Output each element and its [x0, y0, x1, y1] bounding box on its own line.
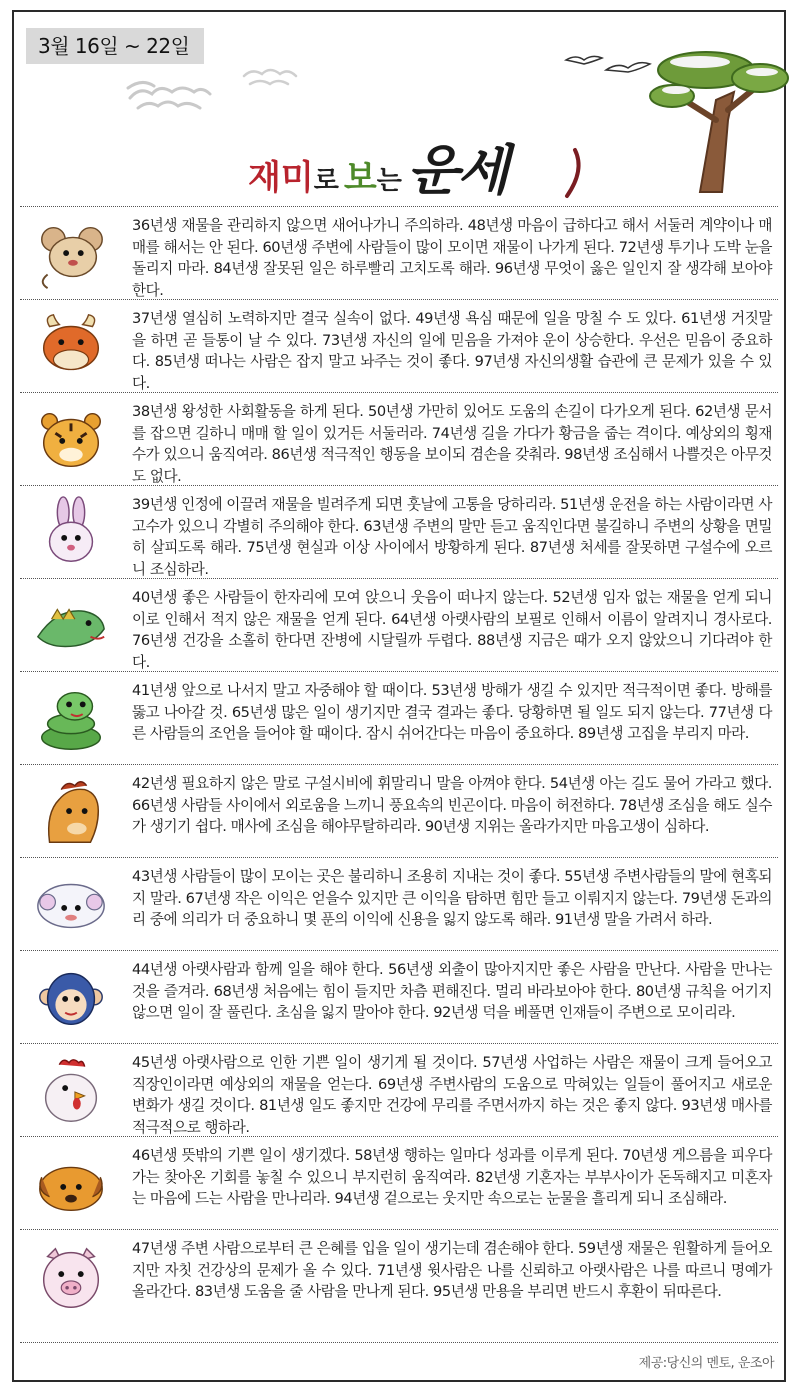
tiger-icon: [32, 403, 110, 477]
fortune-row-dog: [20, 1136, 778, 1229]
monkey-icon: [32, 961, 110, 1035]
title-part-5: 운세: [407, 138, 508, 202]
fortune-row-sheep: [20, 857, 778, 950]
fortune-row-rooster: [20, 1043, 778, 1136]
page-title: [248, 128, 508, 202]
ox-icon: [32, 310, 110, 384]
pig-icon: [32, 1240, 110, 1314]
cloud-decoration-left: [128, 82, 210, 108]
fortune-row-pig: [20, 1229, 778, 1322]
snake-icon: [32, 682, 110, 756]
bottom-divider: [20, 1342, 778, 1343]
rooster-icon: [32, 1054, 110, 1128]
fortune-row-horse: [20, 764, 778, 857]
bird-icon-1: [566, 56, 602, 64]
fortune-row-tiger: [20, 392, 778, 485]
fortune-text: 46년생 뜻밖의 기쁜 일이 생기겠다. 58년생 행하는 일마다 성과를 이루게 된다. 70년생 게으름을 피우다가는 찾아온 기회를 놓칠 수 있으니 부지런히 움직여라. 82년생 기혼자는 부부사이가 돈독해지고 미혼자는 마음에 드는 사람을 만나리라. 94년생 겉으로는 웃지만 속으로는 눈물을 흘리게 되니 조심해라.: [132, 1147, 772, 1207]
rat-icon: [32, 217, 110, 291]
fortune-text: 43년생 사람들이 많이 모이는 곳은 불리하니 조용히 지내는 것이 좋다. 55년생 주변사람들의 말에 현혹되지 말라. 67년생 작은 이익은 얻을수 있지만 큰 이익을 탐하면 힘만 들고 이뤄지지 않는다. 79년생 돈과의리 중에 의리가 더 중요하니 몇 푼의 이익에 신용을 잃지 않도록 해라. 91년생 말을 가려서 하라.: [132, 868, 772, 928]
dragon-icon: [32, 589, 110, 663]
fortune-row-dragon: [20, 578, 778, 671]
bird-icon-2: [606, 63, 650, 72]
credit-text: 제공:당신의 멘토, 운조아: [638, 1356, 774, 1371]
fortune-row-monkey: [20, 950, 778, 1043]
brush-stroke-decoration: [567, 150, 579, 196]
date-range-label: 3월 16일 ~ 22일: [26, 28, 204, 64]
dog-icon: [32, 1147, 110, 1221]
fortune-row-snake: [20, 671, 778, 764]
fortune-text: 40년생 좋은 사람들이 한자리에 모여 앉으니 웃음이 떠나지 않는다. 52년생 임자 없는 재물을 얻게 되니 이로 인해서 적지 않은 재물을 얻게 된다. 64년생 아랫사람의 보필로 인해서 이름이 알려지니 경사로다. 76년생 건강을 소홀히 한다면 잔병에 시달릴까 두렵다. 88년생 지금은 때가 오지 않았으니 기다려야 한다.: [132, 589, 772, 671]
fortune-text: 39년생 인정에 이끌려 재물을 빌려주게 되면 훗날에 고통을 당하리라. 51년생 운전을 하는 사람이라면 사고수가 있으니 각별히 주의해야 한다. 63년생 주변의 말만 듣고 움직인다면 불길하니 주변의 상황을 면밀히 살피도록 해라. 75년생 현실과 이상 사이에서 방황하게 된다. 87년생 처세를 잘못하면 구설수에 오르니 조심하라.: [132, 496, 772, 578]
fortune-row-rat: [20, 206, 778, 299]
fortune-text: 47년생 주변 사람으로부터 큰 은혜를 입을 일이 생기는데 겸손해야 한다. 59년생 재물은 원활하게 들어오지만 자칫 건강상의 문제가 올 수 있다. 71년생 윗사람은 나를 신뢰하고 아랫사람은 나를 따르니 명예가 올라간다. 83년생 도움을 줄 사람을 만나게 된다. 95년생 만용을 부리면 반드시 후환이 뒤따른다.: [132, 1240, 772, 1300]
pine-tree-illustration: [650, 52, 788, 192]
fortune-text: 41년생 앞으로 나서지 말고 자중해야 할 때이다. 53년생 방해가 생길 수 있지만 적극적이면 좋다. 방해를 뚫고 나아갈 것. 65년생 많은 일이 생기지만 결국 결과는 좋다. 당황하면 될 일도 되지 않는다. 77년생 다른 사람들의 조언을 들어야 할 때이다. 잠시 쉬어간다는 마음이 중요하다. 89년생 고집을 부리지 마라.: [132, 682, 772, 742]
title-part-4: 는: [376, 166, 402, 196]
fortune-row-rabbit: [20, 485, 778, 578]
fortune-text: 37년생 열심히 노력하지만 결국 실속이 없다. 49년생 욕심 때문에 일을 망칠 수 도 있다. 61년생 거짓말을 하면 곧 들통이 날 수 있다. 73년생 자신의 일에 믿음을 가져야 운이 상승한다. 우선은 믿음이 중요하다. 85년생 떠나는 사람은 잡지 말고 놔주는 것이 좋다. 97년생 자신의생활 습관에 큰 문제가 있을 수 있다.: [132, 310, 772, 392]
rabbit-icon: [32, 496, 110, 570]
cloud-decoration-right: [244, 70, 296, 84]
fortune-text: 44년생 아랫사람과 함께 일을 해야 한다. 56년생 외출이 많아지지만 좋은 사람을 만난다. 사람을 만나는 것을 즐겨라. 68년생 처음에는 힘이 들지만 차츰 편해진다. 멀리 바라보아야 한다. 80년생 규칙을 어기지 않으면 일이 잘 풀린다. 초심을 잃지 말아야 한다. 92년생 덕을 베풀면 인재들이 주변으로 모이리라.: [132, 961, 772, 1021]
title-part-2: 로: [313, 166, 339, 196]
title-part-1: 재미: [248, 158, 314, 198]
fortune-text: 45년생 아랫사람으로 인한 기쁜 일이 생기게 될 것이다. 57년생 사업하는 사람은 재물이 크게 들어오고 직장인이라면 예상외의 재물을 얻는다. 69년생 주변사람의 도움으로 막혀있는 일들이 풀어지고 새로운 변화가 생길 것이다. 81년생 일도 좋지만 건강에 무리를 주면서까지 하는 것은 좋지 않다. 93년생 매사를 적극적으로 행하라.: [132, 1054, 772, 1136]
fortune-row-ox: [20, 299, 778, 392]
fortune-text: 36년생 재물을 관리하지 않으면 새어나가니 주의하라. 48년생 마음이 급하다고 해서 서둘러 계약이나 매매를 해서는 안 된다. 60년생 주변에 사람들이 많이 모이면 재물이 나가게 된다. 72년생 투기나 도박 눈을 돌리지 마라. 84년생 잘못된 일은 하루빨리 고치도록 해라. 96년생 무엇이 옳은 일인지 잘 생각해 보아야 한다.: [132, 217, 772, 299]
fortune-list: [20, 206, 778, 1322]
sheep-icon: [32, 868, 110, 942]
horse-icon: [32, 775, 110, 849]
title-part-3: 보: [343, 158, 377, 198]
fortune-text: 38년생 왕성한 사회활동을 하게 된다. 50년생 가만히 있어도 도움의 손길이 다가오게 된다. 62년생 문서를 잡으면 길하니 매매 할 일이 있거든 서둘러라. 74년생 길을 가다가 황금을 줍는 격이다. 예상외의 횡재수가 있으니 움직여라. 86년생 적극적인 행동을 보이되 겸손을 갖춰라. 98년생 조심해서 나쁠것은 아무것도 없다.: [132, 403, 772, 485]
fortune-text: 42년생 필요하지 않은 말로 구설시비에 휘말리니 말을 아껴야 한다. 54년생 아는 길도 물어 가라고 했다. 66년생 사람들 사이에서 외로움을 느끼니 풍요속의 빈곤이다. 마음이 허전하다. 78년생 조심을 해도 실수가 생기기 쉽다. 매사에 조심을 해야무탈하리라. 90년생 지위는 올라가지만 마음고생이 심하다.: [132, 775, 772, 835]
